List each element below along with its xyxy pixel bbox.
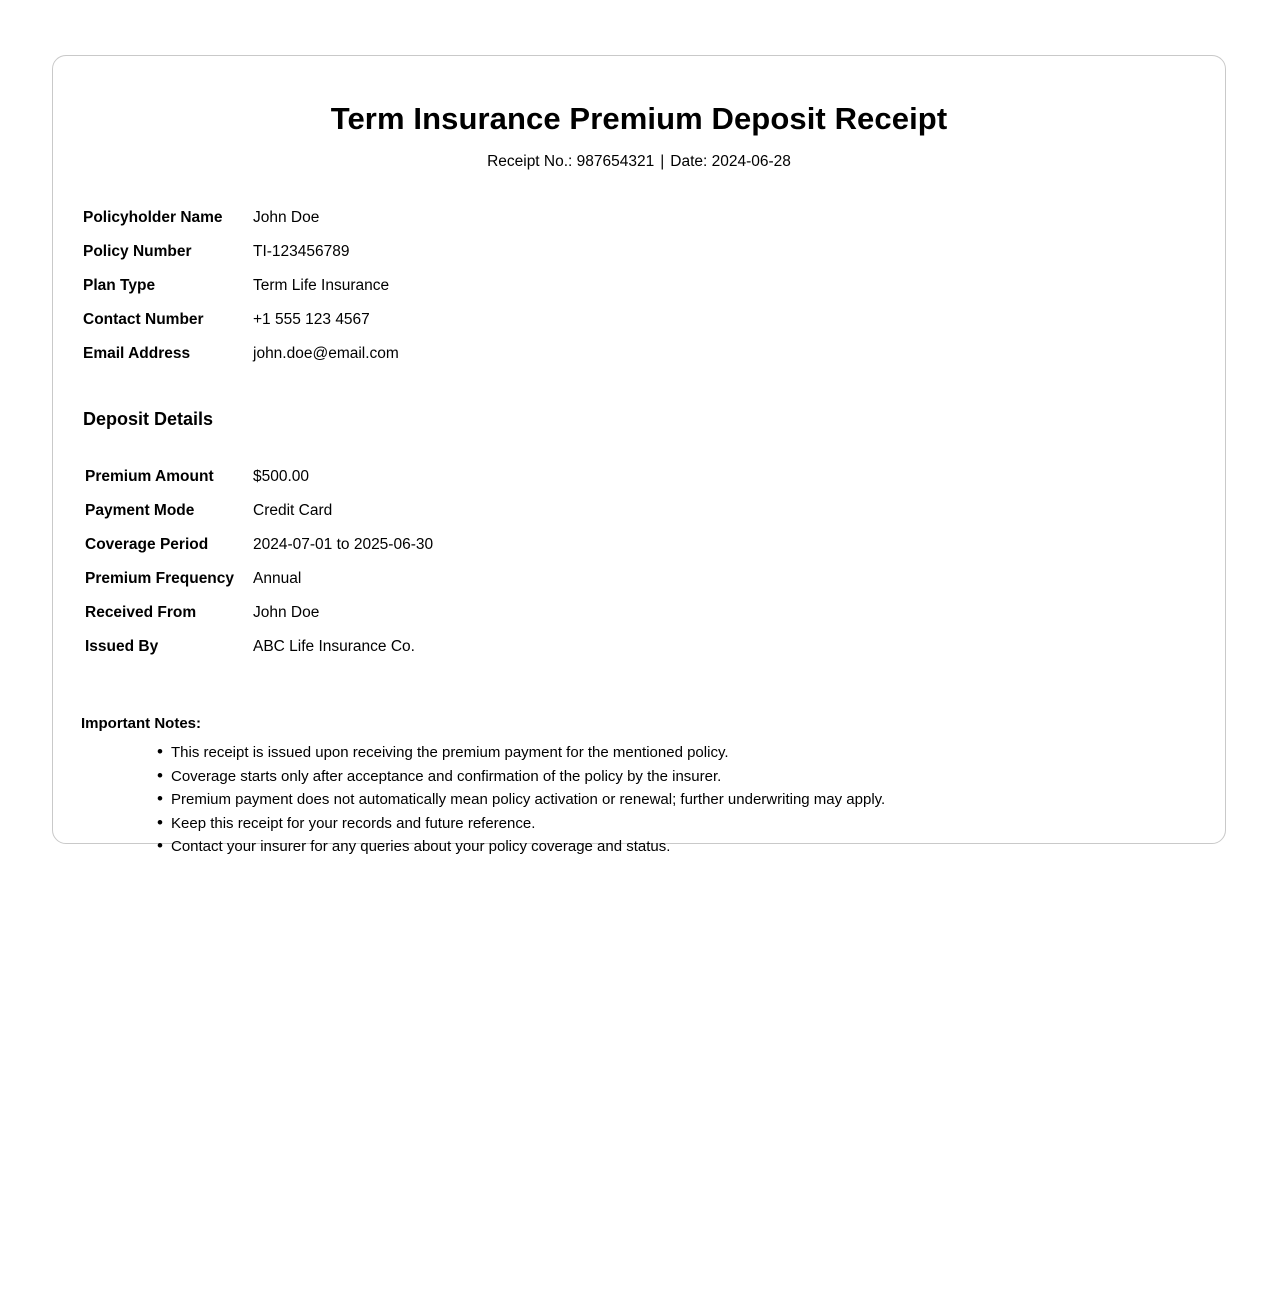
field-label-payment-mode: Payment Mode [85,502,195,519]
deposit-details-list [53,468,1225,672]
field-label-premium-frequency: Premium Frequency [85,570,235,587]
table-row [53,604,1225,638]
field-value-payment-mode: Credit Card [253,502,333,519]
field-value-policy-number: TI-123456789 [253,243,350,260]
page-title: Term Insurance Premium Deposit Receipt [330,101,948,136]
list-item: • This receipt is issued upon receiving the premium payment for the mentioned policy. [53,741,1225,765]
field-label-policyholder-name: Policyholder Name [83,209,223,226]
field-value-policyholder-name: John Doe [253,209,320,226]
field-value-received-from: John Doe [253,604,320,621]
important-notes-list [53,741,1225,859]
table-row [53,468,1225,502]
table-row [53,243,1225,277]
list-item: • Contact your insurer for any queries about your policy coverage and status. [53,835,1225,859]
table-row [53,209,1225,243]
field-value-plan-type: Term Life Insurance [253,277,390,294]
receipt-date: Date: 2024-06-28 [670,153,791,170]
field-label-email-address: Email Address [83,345,191,362]
field-value-email-address: john.doe@email.com [253,345,399,362]
field-value-issued-by: ABC Life Insurance Co. [253,638,415,655]
table-row [53,536,1225,570]
receipt-meta [53,153,1225,171]
table-row [53,638,1225,672]
table-row [53,570,1225,604]
table-row [53,311,1225,345]
section-title-deposit-details: Deposit Details [83,409,214,429]
field-label-policy-number: Policy Number [83,243,192,260]
list-item: • Keep this receipt for your records and future reference. [53,812,1225,836]
policy-details-list [53,209,1225,379]
field-label-received-from: Received From [85,604,197,621]
receipt-number: Receipt No.: 987654321 [487,153,655,170]
receipt-card [52,55,1226,855]
field-value-premium-frequency: Annual [253,570,302,587]
field-label-contact-number: Contact Number [83,311,204,328]
field-label-issued-by: Issued By [85,638,159,655]
table-row [53,502,1225,536]
meta-separator: | [660,153,665,170]
field-label-coverage-period: Coverage Period [85,536,209,553]
notes-title: Important Notes: [81,715,201,732]
field-value-premium-amount: $500.00 [253,468,310,485]
field-value-contact-number: +1 555 123 4567 [253,311,370,328]
table-row [53,345,1225,379]
field-label-plan-type: Plan Type [83,277,156,294]
table-row [53,277,1225,311]
list-item: • Coverage starts only after acceptance and confirmation of the policy by the insurer. [53,765,1225,789]
list-item: • Premium payment does not automatically mean policy activation or renewal; further underwriting may apply. [53,788,1225,812]
field-label-premium-amount: Premium Amount [85,468,214,485]
field-value-coverage-period: 2024-07-01 to 2025-06-30 [253,536,434,553]
